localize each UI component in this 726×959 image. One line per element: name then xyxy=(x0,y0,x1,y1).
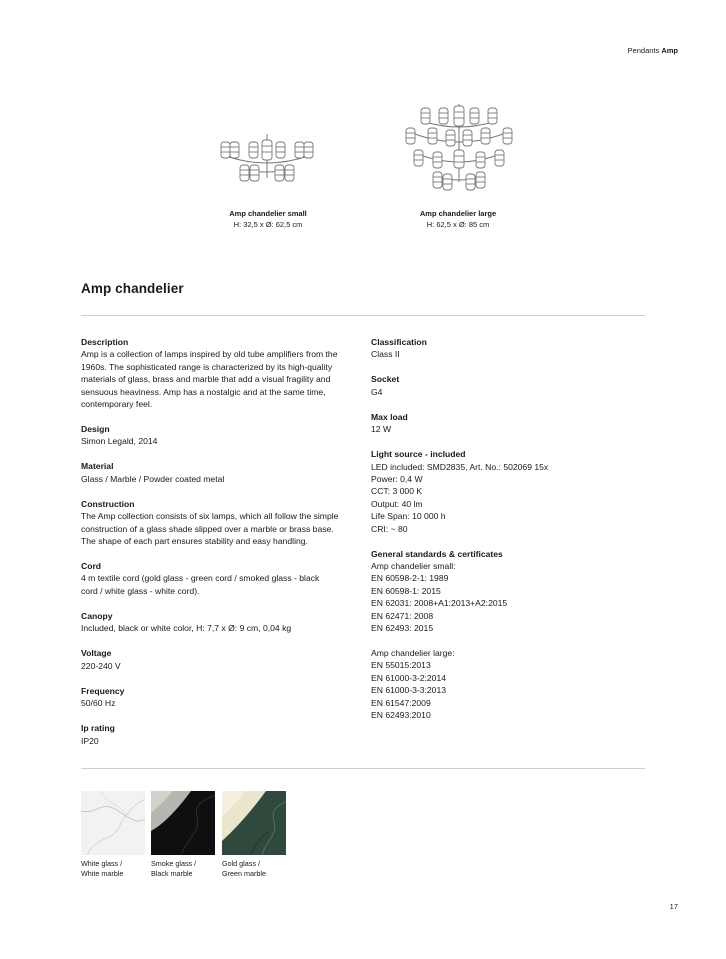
spec-line: Life Span: 10 000 h xyxy=(371,511,446,522)
product-caption-small xyxy=(198,209,338,229)
spec-heading: Design xyxy=(81,424,110,435)
spec-line: materials of glass, brass and marble that add a visual fragility and xyxy=(81,374,331,385)
spec-line: 220-240 V xyxy=(81,660,121,671)
spec-heading: Description xyxy=(81,337,129,347)
title-divider xyxy=(81,315,645,316)
spec-line: G4 xyxy=(371,386,383,397)
swatch-label xyxy=(151,859,196,878)
spec-spacer xyxy=(371,635,646,647)
chandelier-small-drawing xyxy=(216,134,318,192)
product-dimensions: H: 32,5 x Ø: 62,5 cm xyxy=(233,220,303,229)
spec-heading: General standards & certificates xyxy=(371,548,503,559)
spec-heading: Voltage xyxy=(81,648,112,659)
spec-line: EN 62493:2010 xyxy=(371,709,431,720)
spec-line: 50/60 Hz xyxy=(81,698,116,709)
spec-section-classification xyxy=(371,336,646,361)
spec-line: 12 W xyxy=(371,424,392,435)
spec-line: 1960s. The sophisticated range is characterized by its high-quality xyxy=(81,361,333,372)
swatch-label xyxy=(222,859,266,878)
chandelier-large-drawing xyxy=(403,104,515,194)
spec-section-socket xyxy=(371,373,646,398)
spec-section-voltage xyxy=(81,647,366,672)
spec-line: EN 60598-2-1: 1989 xyxy=(371,573,449,584)
spec-section-standards xyxy=(371,548,646,722)
spec-line: EN 61547:2009 xyxy=(371,697,431,708)
product-name: Amp chandelier large xyxy=(419,209,497,218)
spec-line: contemporary feel. xyxy=(81,399,153,410)
spec-line: Amp chandelier small: xyxy=(371,561,456,572)
spec-section-cord xyxy=(81,560,366,597)
spec-heading: Ip rating xyxy=(81,723,115,734)
spec-column-left xyxy=(81,336,366,760)
swatch-label-line: Green marble xyxy=(222,868,266,878)
product-name: Amp chandelier small xyxy=(229,209,307,218)
spec-line: The Amp collection consists of six lamps, which all follow the simple xyxy=(81,511,339,522)
swatch-green-marble xyxy=(222,791,286,855)
swatch-black-marble xyxy=(151,791,215,855)
spec-section-design xyxy=(81,423,366,448)
swatch-white-marble xyxy=(81,791,145,855)
spec-section-material xyxy=(81,460,366,485)
spec-line: construction of a glass shade slipped over a marble or brass base. xyxy=(81,523,334,534)
spec-line: EN 61000-3-3:2013 xyxy=(371,685,447,696)
spec-heading: Max load xyxy=(371,411,408,422)
spec-heading: Construction xyxy=(81,498,135,509)
spec-line: Output: 40 lm xyxy=(371,498,423,509)
spec-heading: Material xyxy=(81,461,114,472)
spec-section-light-source xyxy=(371,448,646,535)
spec-section-max-load xyxy=(371,411,646,436)
spec-line: Simon Legald, 2014 xyxy=(81,436,158,447)
spec-line: Amp is a collection of lamps inspired by old tube amplifiers from the xyxy=(81,349,338,360)
swatch-label-line: Gold glass / xyxy=(222,859,260,868)
spec-line: EN 60598-1: 2015 xyxy=(371,585,441,596)
swatch-label-line: Black marble xyxy=(151,868,193,878)
spec-line: sensuous heaviness. Amp has a nostalgic and at the same time, xyxy=(81,386,326,397)
swatch-label-line: White glass / xyxy=(81,859,123,868)
spec-line: Class II xyxy=(371,349,400,360)
page-title: Amp chandelier xyxy=(81,281,184,296)
spec-heading: Frequency xyxy=(81,685,125,696)
product-caption-large xyxy=(388,209,528,229)
spec-line: Glass / Marble / Powder coated metal xyxy=(81,473,225,484)
spec-heading: Light source - included xyxy=(371,449,466,460)
spec-line: EN 55015:2013 xyxy=(371,660,431,671)
swatch-label-line: White marble xyxy=(81,868,124,878)
spec-line: IP20 xyxy=(81,735,99,746)
spec-section-canopy xyxy=(81,610,366,635)
spec-line: cord / white glass - white cord). xyxy=(81,585,200,596)
spec-line: CCT: 3 000 K xyxy=(371,486,423,497)
swatch-divider xyxy=(81,768,645,769)
spec-line: LED included: SMD2835, Art. No.: 502069 15x xyxy=(371,461,549,472)
header-product: Amp xyxy=(661,46,678,55)
spec-line: EN 62031: 2008+A1:2013+A2:2015 xyxy=(371,598,508,609)
spec-line: Power: 0,4 W xyxy=(371,474,423,485)
spec-heading: Cord xyxy=(81,561,102,572)
spec-heading: Classification xyxy=(371,337,427,347)
spec-line: EN 61000-3-2:2014 xyxy=(371,672,447,683)
spec-line: EN 62471: 2008 xyxy=(371,610,434,621)
spec-line: The shape of each part ensures stability and easy handling. xyxy=(81,536,308,547)
spec-section-construction xyxy=(81,498,366,548)
spec-line: CRI: ~ 80 xyxy=(371,523,408,534)
spec-section-ip-rating xyxy=(81,722,366,747)
spec-line: EN 62493: 2015 xyxy=(371,623,434,634)
swatch-label xyxy=(81,859,123,878)
spec-line: Amp chandelier large: xyxy=(371,647,455,658)
header-section: Pendants xyxy=(627,46,662,55)
page-number: 17 xyxy=(669,902,678,911)
spec-heading: Canopy xyxy=(81,610,113,621)
spec-line: 4 m textile cord (gold glass - green cord / smoked glass - black xyxy=(81,573,320,584)
spec-line: Included, black or white color, H: 7,7 x Ø: 9 cm, 0,04 kg xyxy=(81,623,292,634)
product-dimensions: H: 62,5 x Ø: 85 cm xyxy=(426,220,490,229)
running-header xyxy=(628,46,678,55)
spec-heading: Socket xyxy=(371,374,400,385)
swatch-label-line: Smoke glass / xyxy=(151,859,197,868)
spec-section-frequency xyxy=(81,685,366,710)
spec-column-right xyxy=(371,336,646,734)
spec-section-description xyxy=(81,336,366,410)
